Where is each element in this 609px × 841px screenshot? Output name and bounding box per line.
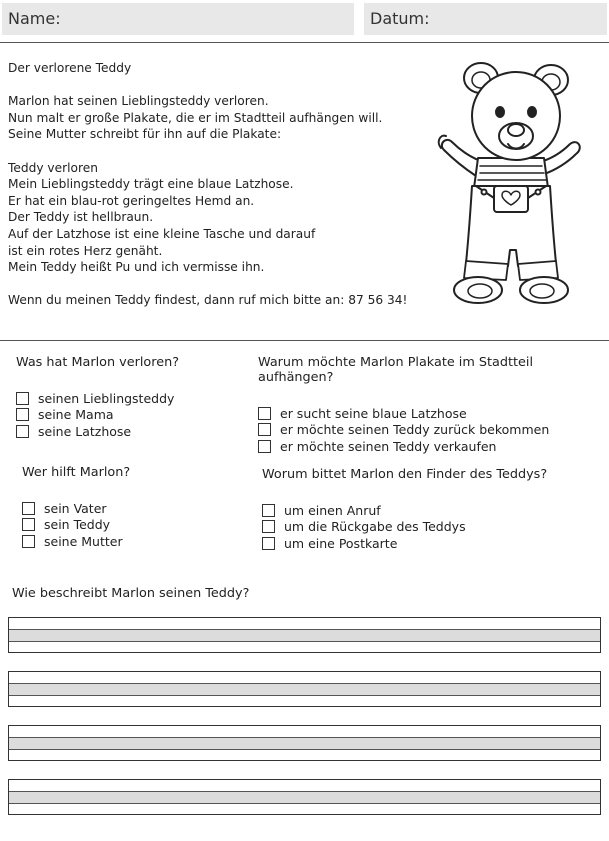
question-2	[258, 355, 609, 455]
question-title: Wer hilft Marlon?	[22, 465, 131, 480]
option[interactable]	[258, 438, 609, 455]
name-label: Name:	[8, 9, 61, 28]
option-label: um eine Postkarte	[284, 535, 398, 551]
option-label: er möchte seinen Teddy zurück bekommen	[280, 422, 550, 438]
writing-lines[interactable]	[8, 725, 601, 761]
option[interactable]	[22, 533, 130, 550]
poster-line: Auf der Latzhose ist eine kleine Tasche und darauf	[8, 226, 316, 241]
open-question-title: Wie beschreibt Marlon seinen Teddy?	[12, 586, 250, 601]
option-label: sein Teddy	[44, 517, 111, 533]
checkbox[interactable]	[22, 502, 35, 515]
option-label: seine Mutter	[44, 533, 123, 549]
question-3	[22, 465, 130, 550]
poster-line: ist ein rotes Herz genäht.	[8, 243, 163, 258]
writing-lines[interactable]	[8, 617, 601, 653]
checkbox[interactable]	[16, 392, 29, 405]
option[interactable]	[258, 405, 609, 422]
poster-line: Er hat ein blau-rot geringeltes Hemd an.	[8, 193, 255, 208]
option-label: seinen Lieblingsteddy	[38, 390, 175, 406]
question-1	[16, 355, 179, 440]
checkbox[interactable]	[262, 537, 275, 550]
option[interactable]	[16, 390, 179, 407]
checkbox[interactable]	[258, 423, 271, 436]
checkbox[interactable]	[16, 408, 29, 421]
story-line: Marlon hat seinen Lieblingsteddy verloren.	[8, 94, 269, 109]
option[interactable]	[16, 423, 179, 440]
option-label: seine Latzhose	[38, 423, 132, 439]
date-field[interactable]	[364, 3, 607, 35]
poster-line: Mein Lieblingsteddy trägt eine blaue Latzhose.	[8, 177, 294, 192]
checkbox[interactable]	[262, 504, 275, 517]
option-label: er sucht seine blaue Latzhose	[280, 405, 467, 421]
checkbox[interactable]	[22, 535, 35, 548]
checkbox[interactable]	[258, 440, 271, 453]
option[interactable]	[22, 517, 130, 534]
question-title: Was hat Marlon verloren?	[16, 355, 180, 370]
story-closing: Wenn du meinen Teddy findest, dann ruf mich bitte an: 87 56 34!	[8, 293, 408, 308]
question-title: Warum möchte Marlon Plakate im Stadtteil aufhängen?	[258, 355, 534, 385]
story-line: Seine Mutter schreibt für ihn auf die Plakate:	[8, 127, 282, 142]
option[interactable]	[262, 535, 547, 552]
option[interactable]	[22, 500, 130, 517]
option-label: um die Rückgabe des Teddys	[284, 519, 466, 535]
checkbox[interactable]	[258, 407, 271, 420]
checkbox[interactable]	[16, 425, 29, 438]
poster-line: Der Teddy ist hellbraun.	[8, 210, 154, 225]
date-label: Datum:	[370, 9, 430, 28]
poster-line: Teddy verloren	[8, 160, 98, 175]
poster-line: Mein Teddy heißt Pu und ich vermisse ihn.	[8, 260, 265, 275]
top-divider	[0, 42, 609, 43]
story-title: Der verlorene Teddy	[8, 61, 132, 75]
option[interactable]	[258, 422, 609, 439]
name-field[interactable]	[2, 3, 354, 35]
option[interactable]	[16, 407, 179, 424]
story-text	[8, 60, 428, 309]
section-divider	[0, 340, 609, 341]
option-label: sein Vater	[44, 500, 107, 516]
checkbox[interactable]	[262, 520, 275, 533]
writing-lines[interactable]	[8, 671, 601, 707]
option-label: um einen Anruf	[284, 502, 381, 518]
option[interactable]	[262, 519, 547, 536]
question-title: Worum bittet Marlon den Finder des Teddys?	[262, 467, 548, 482]
question-4	[262, 467, 547, 552]
option-label: er möchte seinen Teddy verkaufen	[280, 438, 497, 454]
option[interactable]	[262, 502, 547, 519]
option-label: seine Mama	[38, 407, 114, 423]
checkbox[interactable]	[22, 518, 35, 531]
teddy-bear-illustration	[436, 58, 582, 308]
writing-lines[interactable]	[8, 779, 601, 815]
story-line: Nun malt er große Plakate, die er im Stadtteil aufhängen will.	[8, 110, 383, 125]
